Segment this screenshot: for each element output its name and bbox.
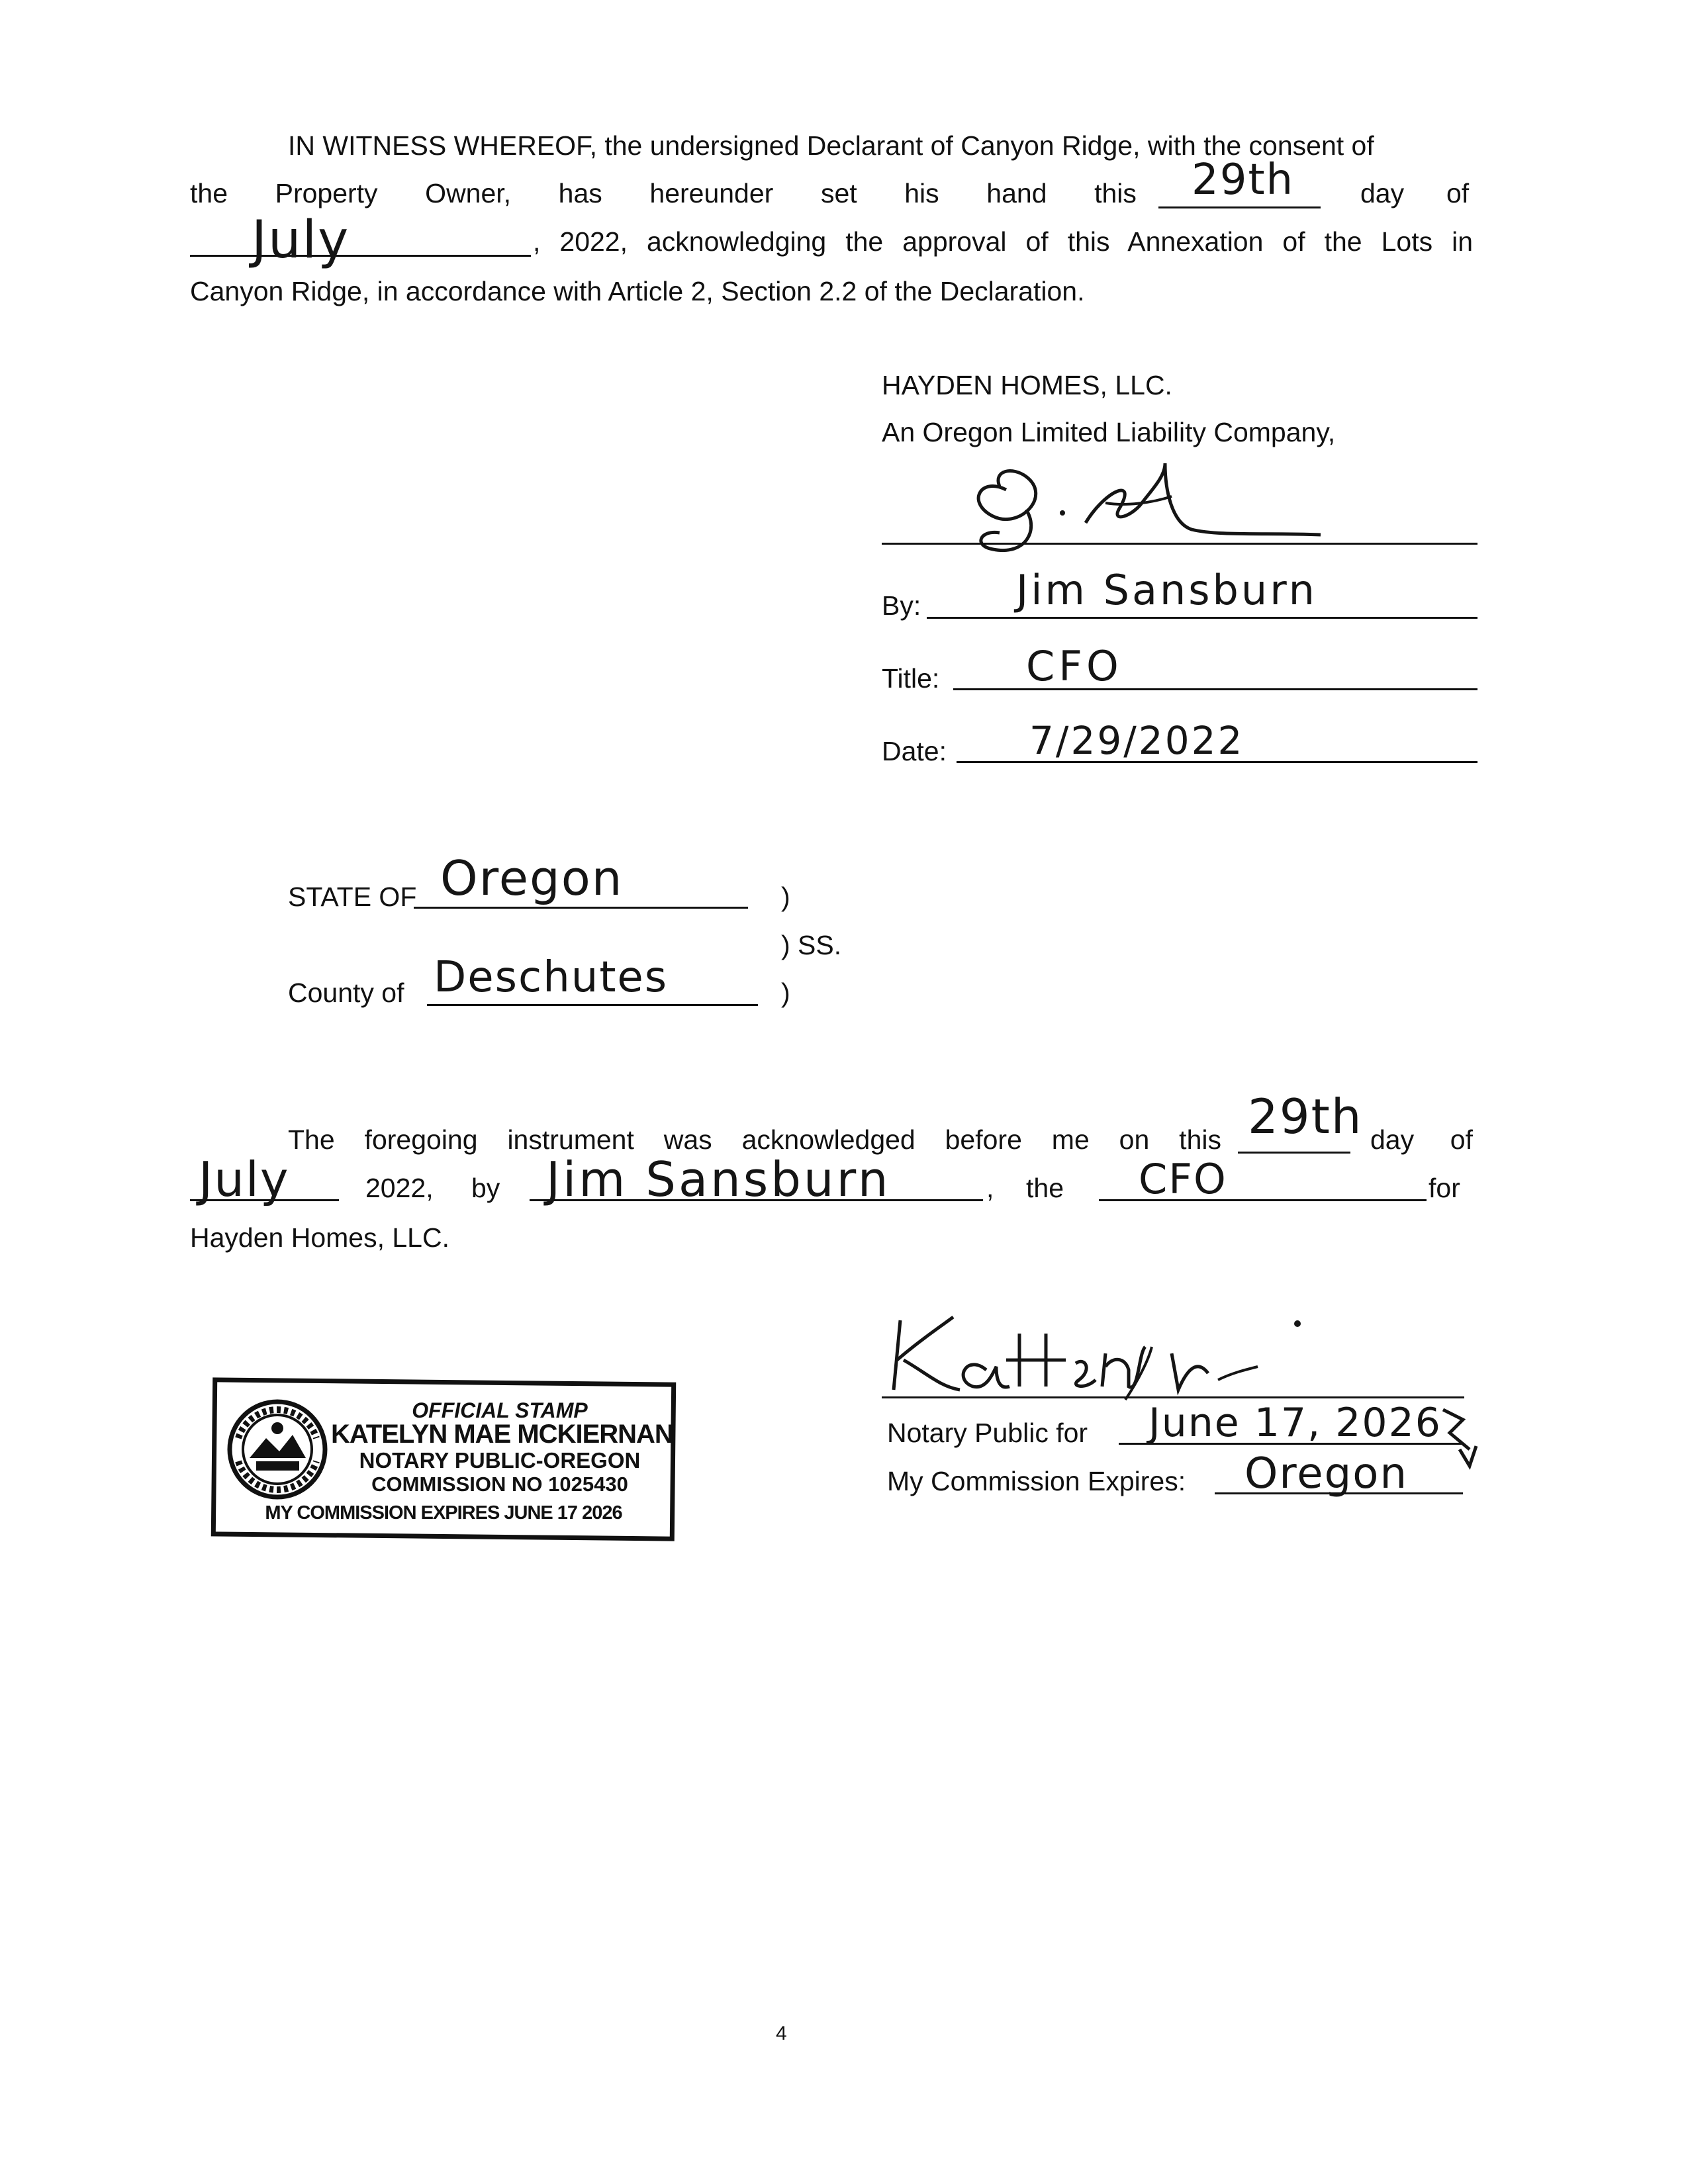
commission-expires-line bbox=[1215, 1492, 1463, 1494]
word: of bbox=[1446, 178, 1470, 208]
by-label: By: bbox=[882, 590, 921, 621]
ack-line-1: The foregoing instrument was acknowledged before me on this bbox=[288, 1124, 1221, 1155]
handwritten-date: 7/29/2022 bbox=[1029, 718, 1244, 763]
ss-label: ) SS. bbox=[781, 930, 842, 960]
county-label: County of bbox=[288, 978, 404, 1008]
paren-1: ) bbox=[781, 882, 790, 912]
state-line bbox=[414, 907, 748, 909]
witness-line-1: IN WITNESS WHEREOF, the undersigned Declarant of Canyon Ridge, with the consent of bbox=[288, 130, 1374, 161]
ack-year: 2022, bbox=[365, 1173, 434, 1203]
word: hand bbox=[986, 178, 1047, 208]
day-blank-line bbox=[1158, 206, 1321, 208]
handwritten-expiration: June 17, 2026 bbox=[1149, 1400, 1442, 1446]
word: day bbox=[1360, 178, 1405, 208]
declarant-signature bbox=[953, 450, 1324, 563]
notary-stamp bbox=[212, 1380, 683, 1545]
word: Property bbox=[275, 178, 378, 208]
page-number: 4 bbox=[776, 2023, 787, 2044]
state-label: STATE OF bbox=[288, 882, 417, 912]
by-line bbox=[927, 617, 1477, 619]
notary-signature bbox=[887, 1307, 1337, 1406]
ack-the: the bbox=[1026, 1173, 1064, 1203]
handwritten-ack-name: Jim Sansburn bbox=[546, 1152, 891, 1207]
ack-by: by bbox=[471, 1173, 500, 1203]
word: this bbox=[1094, 178, 1137, 208]
witness-line-4: Canyon Ridge, in accordance with Article 2, Section 2.2 of the Declaration. bbox=[190, 276, 1085, 306]
word: hereunder bbox=[649, 178, 774, 208]
handwritten-title: CFO bbox=[1026, 642, 1123, 690]
paren-2: ) bbox=[781, 978, 790, 1008]
stamp-title: OFFICIAL STAMP bbox=[412, 1398, 588, 1422]
company-description: An Oregon Limited Liability Company, bbox=[882, 417, 1336, 447]
handwritten-signer-name: Jim Sansburn bbox=[1016, 566, 1317, 614]
word: set bbox=[820, 178, 857, 208]
handwritten-ack-day: 29th bbox=[1248, 1089, 1363, 1144]
witness-line-3: , 2022, acknowledging the approval of this Annexation of the Lots in bbox=[533, 226, 1473, 257]
ack-for: for bbox=[1429, 1173, 1460, 1203]
handwritten-ack-month: July bbox=[199, 1152, 290, 1207]
stamp-expires: MY COMMISSION EXPIRES JUNE 17 2026 bbox=[265, 1502, 622, 1524]
handwritten-day: 29th bbox=[1192, 156, 1295, 205]
stamp-commission-no: COMMISSION NO 1025430 bbox=[371, 1473, 628, 1496]
date-label: Date: bbox=[882, 736, 947, 766]
ack-day-of: day of bbox=[1370, 1124, 1473, 1155]
handwritten-month: July bbox=[252, 210, 350, 270]
word: Owner, bbox=[425, 178, 512, 208]
title-label: Title: bbox=[882, 663, 940, 694]
handwritten-state: Oregon bbox=[440, 850, 624, 906]
ack-day-line bbox=[1238, 1152, 1350, 1154]
month-blank-line bbox=[190, 255, 531, 257]
handwritten-ack-role: CFO bbox=[1139, 1155, 1227, 1203]
notary-public-for-label: Notary Public for bbox=[887, 1418, 1088, 1448]
stamp-notary-name: KATELYN MAE MCKIERNAN bbox=[331, 1420, 673, 1449]
handwritten-county: Deschutes bbox=[434, 953, 669, 1002]
commission-expires-label: My Commission Expires: bbox=[887, 1466, 1186, 1496]
ack-comma: , bbox=[986, 1173, 994, 1203]
notary-signature-line bbox=[882, 1396, 1464, 1398]
company-name: HAYDEN HOMES, LLC. bbox=[882, 370, 1172, 400]
arrow-icon bbox=[1433, 1403, 1479, 1482]
word: the bbox=[190, 178, 228, 208]
word: has bbox=[558, 178, 602, 208]
ack-line-3: Hayden Homes, LLC. bbox=[190, 1222, 449, 1253]
handwritten-notary-state: Oregon bbox=[1244, 1449, 1408, 1498]
witness-line-2-words bbox=[190, 180, 1137, 207]
oregon-seal-icon bbox=[226, 1398, 329, 1501]
word: his bbox=[904, 178, 939, 208]
county-line bbox=[427, 1004, 758, 1006]
signature-line bbox=[882, 543, 1477, 545]
stamp-notary-public: NOTARY PUBLIC-OREGON bbox=[359, 1448, 641, 1473]
